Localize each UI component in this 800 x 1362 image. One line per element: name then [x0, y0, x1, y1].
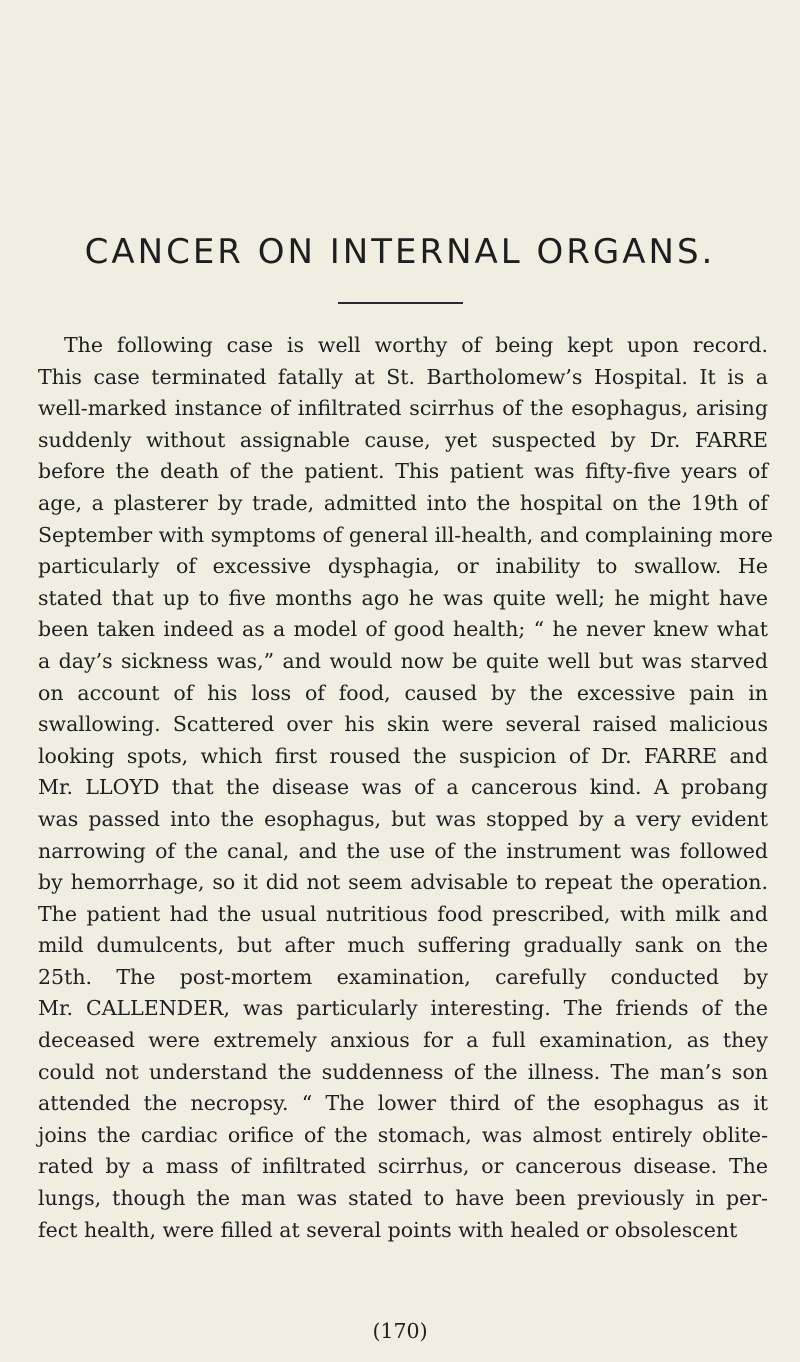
title-rule — [338, 302, 463, 304]
text-line: fect health, were filled at several points with healed or obsolescent — [38, 1217, 738, 1242]
text-line: stated that up to five months ago he was quite well; he might have — [38, 585, 768, 610]
text-line: age, a plasterer by trade, admitted into the hospital on the 19th of — [38, 490, 768, 515]
text-line: mild dumulcents, but after much suffering gradually sank on the — [38, 933, 768, 958]
text-line: suddenly without assignable cause, yet suspected by Dr. FARRE — [38, 427, 768, 452]
text-line: a day’s sickness was,” and would now be quite well but was starved — [38, 648, 768, 673]
text-line: been taken indeed as a model of good health; “ he never knew what — [38, 617, 768, 642]
text-line: rated by a mass of infiltrated scirrhus, or cancerous disease. The — [38, 1154, 768, 1179]
text-line: joins the cardiac orifice of the stomach, was almost entirely oblite- — [38, 1122, 768, 1147]
text-line: was passed into the esophagus, but was stopped by a very evident — [38, 806, 768, 831]
text-line: 25th. The post-mortem examination, carefully conducted by — [38, 964, 768, 989]
text-line: Mr. CALLENDER, was particularly interesting. The friends of the — [38, 996, 768, 1021]
page-number: (170) — [372, 1319, 428, 1343]
text-line: deceased were extremely anxious for a full examination, as they — [38, 1028, 768, 1053]
text-line: The patient had the usual nutritious food prescribed, with milk and — [38, 901, 768, 926]
text-line: September with symptoms of general ill-health, and complaining more — [38, 522, 773, 547]
chapter-title: CANCER ON INTERNAL ORGANS. — [84, 232, 716, 272]
text-line: Mr. LLOYD that the disease was of a cancerous kind. A probang — [38, 775, 768, 800]
text-line: particularly of excessive dysphagia, or inability to swallow. He — [38, 554, 768, 579]
text-line: well-marked instance of infiltrated scirrhus of the esophagus, arising — [38, 396, 768, 421]
text-line: on account of his loss of food, caused by the excessive pain in — [38, 680, 768, 705]
body-paragraph — [38, 330, 773, 1246]
text-line: before the death of the patient. This patient was fifty-five years of — [38, 459, 768, 484]
text-line: looking spots, which first roused the suspicion of Dr. FARRE and — [38, 743, 768, 768]
text-line: This case terminated fatally at St. Bartholomew’s Hospital. It is a — [38, 364, 768, 389]
text-line: by hemorrhage, so it did not seem advisable to repeat the operation. — [38, 870, 768, 895]
text-line: could not understand the suddenness of the illness. The man’s son — [38, 1059, 768, 1084]
text-line: swallowing. Scattered over his skin were several raised malicious — [38, 712, 768, 737]
text-line: lungs, though the man was stated to have been previously in per- — [38, 1186, 768, 1211]
text-line: narrowing of the canal, and the use of the instrument was followed — [38, 838, 768, 863]
text-line: The following case is well worthy of being kept upon record. — [64, 333, 768, 357]
text-line: attended the necropsy. “ The lower third of the esophagus as it — [38, 1091, 768, 1116]
